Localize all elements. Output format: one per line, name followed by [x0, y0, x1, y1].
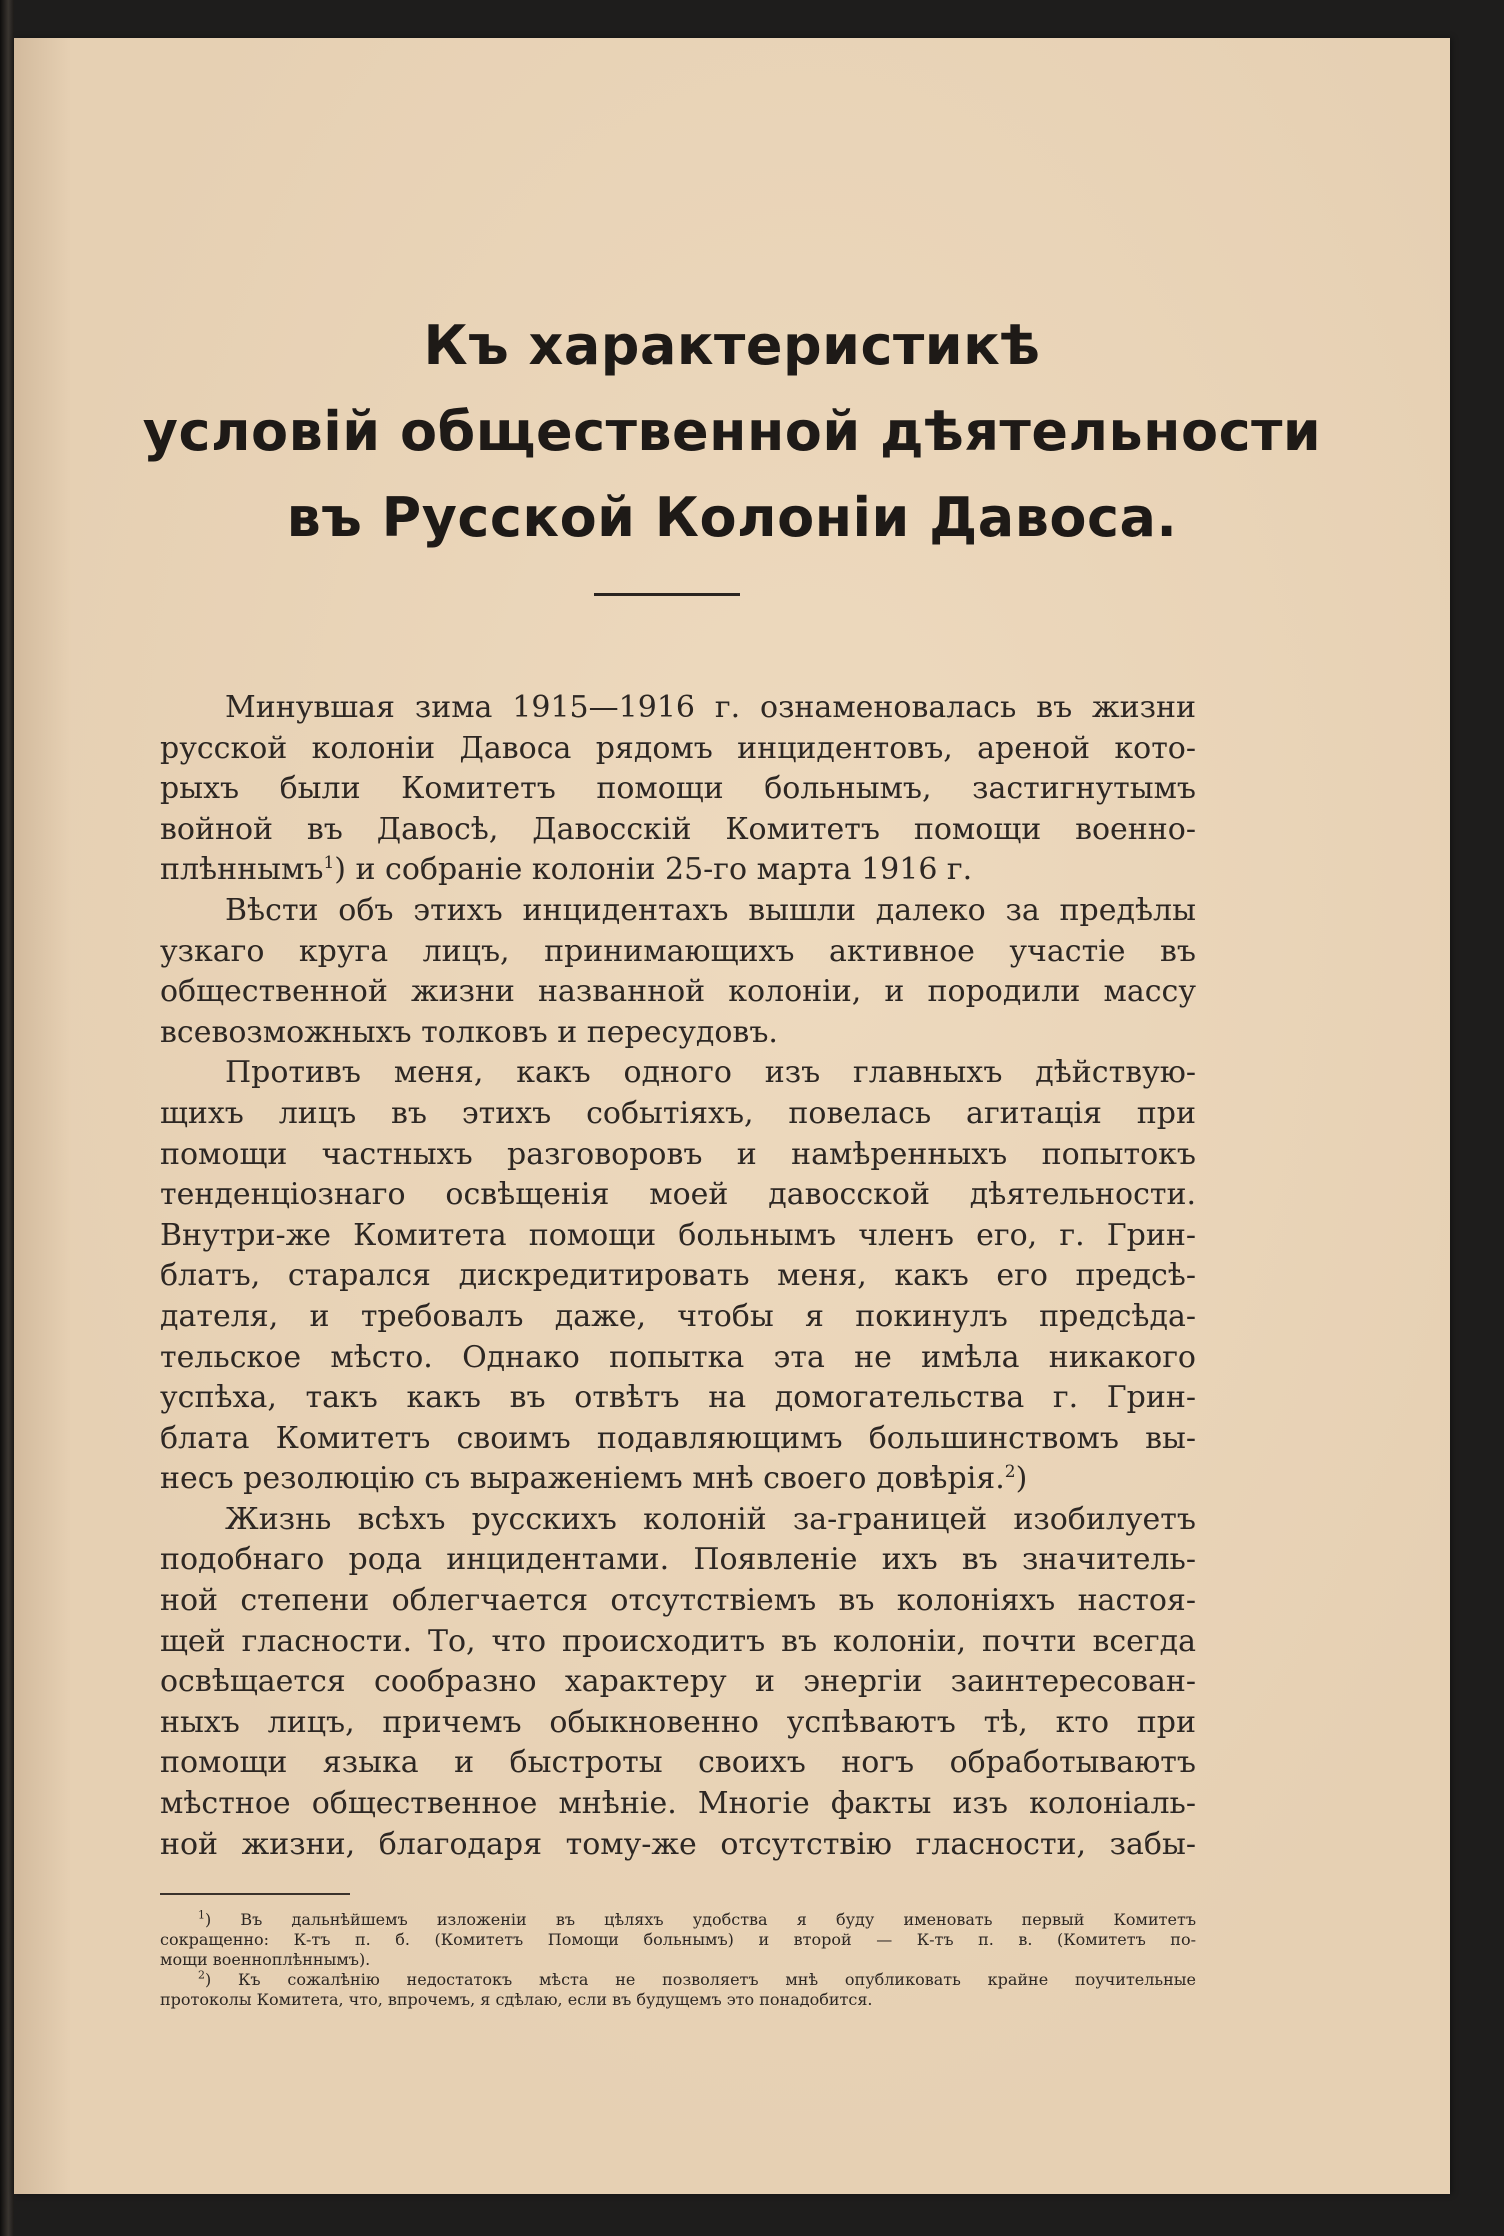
text-line [160, 1459, 1196, 1500]
footnote-line: сокращенно: К-тъ п. б. (Комитетъ Помощи больнымъ) и второй — К-тъ п. в. (Комитетъ по- [160, 1930, 1196, 1949]
footnote-divider [160, 1893, 350, 1895]
text-line: освѣщается сообразно характеру и энергіи заинтересован- [160, 1664, 1196, 1700]
footnote-ref-2: 2 [1004, 1462, 1016, 1483]
footnote-line: протоколы Комитета, что, впрочемъ, я сдѣлаю, если въ будущемъ это понадобится. [160, 1990, 873, 2009]
text-line: русской колоніи Давоса рядомъ инцидентовъ, ареной кото- [160, 730, 1196, 766]
title-divider [594, 593, 740, 596]
text-line: ной степени облегчается отсутствіемъ въ колоніяхъ настоя- [160, 1583, 1196, 1619]
text-line: Минувшая зима 1915—1916 г. ознаменовалась въ жизни [225, 690, 1196, 725]
text-line: тельское мѣсто. Однако попытка эта не имѣла никакого [160, 1339, 1196, 1375]
text-fragment: ) и собраніе колоніи 25-го марта 1916 г. [334, 852, 973, 888]
text-line: войной въ Давосѣ, Давосскій Комитетъ помощи военно- [160, 811, 1196, 847]
text-fragment: несъ резолюцію съ выраженіемъ мнѣ своего довѣрія. [160, 1461, 1005, 1497]
text-line: подобнаго рода инцидентами. Появленіе ихъ въ значитель- [160, 1542, 1196, 1578]
title-line-3: въ Русской Колоніи Давоса. [286, 486, 1178, 549]
footnote-line [160, 1970, 1196, 1990]
book-binding-edge [0, 0, 14, 2236]
footnote-number: 1 [198, 1908, 205, 1922]
text-fragment: плѣннымъ [160, 852, 324, 888]
text-fragment: ) [1015, 1461, 1028, 1497]
footnote-ref-1: 1 [323, 853, 335, 874]
text-fragment: ) Въ дальнѣйшемъ изложеніи въ цѣляхъ удобства я буду именовать первый Комитетъ [205, 1910, 1196, 1929]
text-line [160, 850, 1196, 891]
footnote-1 [160, 1910, 1196, 1970]
article-body [160, 688, 1196, 1865]
text-line: ныхъ лицъ, причемъ обыкновенно успѣваютъ тѣ, кто при [160, 1704, 1196, 1740]
title-line-2: условій общественной дѣятельности [142, 400, 1322, 463]
footnote-number: 2 [198, 1968, 205, 1982]
text-line: общественной жизни названной колоніи, и породили массу [160, 974, 1196, 1010]
paragraph-2 [160, 891, 1196, 1053]
footnotes [160, 1910, 1196, 2010]
book-page [14, 38, 1450, 2194]
text-line: щей гласности. То, что происходитъ въ колоніи, почти всегда [160, 1623, 1196, 1659]
text-line: Жизнь всѣхъ русскихъ колоній за-границей изобилуетъ [225, 1501, 1196, 1537]
text-line: всевозможныхъ толковъ и пересудовъ. [160, 1014, 778, 1050]
text-fragment: ) Къ сожалѣнію недостатокъ мѣста не позволяетъ мнѣ опубликовать крайне поучительные [205, 1970, 1196, 1989]
text-line: блатъ, старался дискредитировать меня, какъ его предсѣ- [160, 1258, 1196, 1294]
text-line: Противъ меня, какъ одного изъ главныхъ дѣйствую- [225, 1055, 1196, 1091]
footnote-2 [160, 1970, 1196, 2010]
text-line: ной жизни, благодаря тому-же отсутствію гласности, забы- [160, 1826, 1196, 1862]
text-line: мѣстное общественное мнѣніе. Многіе факты изъ колоніаль- [160, 1786, 1196, 1822]
text-line: успѣха, такъ какъ въ отвѣтъ на домогательства г. Грин- [160, 1380, 1196, 1416]
text-line: блата Комитетъ своимъ подавляющимъ большинствомъ вы- [160, 1420, 1196, 1456]
text-line: тенденціознаго освѣщенія моей давосской дѣятельности. [160, 1177, 1196, 1213]
paragraph-3 [160, 1053, 1196, 1500]
text-line: помощи языка и быстроты своихъ ногъ обработываютъ [160, 1745, 1196, 1781]
text-line: дателя, и требовалъ даже, чтобы я покинулъ предсѣда- [160, 1298, 1196, 1334]
text-line: щихъ лицъ въ этихъ событіяхъ, повелась агитація при [160, 1095, 1196, 1131]
paragraph-4 [160, 1500, 1196, 1865]
text-line: Внутри-же Комитета помощи больнымъ членъ его, г. Грин- [160, 1217, 1196, 1253]
footnote-line: мощи военноплѣннымъ). [160, 1950, 371, 1969]
text-line: Вѣсти объ этихъ инцидентахъ вышли далеко за предѣлы [225, 892, 1196, 928]
text-line: узкаго круга лицъ, принимающихъ активное участіе въ [160, 933, 1196, 969]
title-line-1: Къ характеристикѣ [423, 314, 1041, 377]
footnote-line [160, 1910, 1196, 1930]
text-line: рыхъ были Комитетъ помощи больнымъ, застигнутымъ [160, 771, 1196, 807]
page-title [14, 303, 1450, 561]
text-line: помощи частныхъ разговоровъ и намѣренныхъ попытокъ [160, 1136, 1196, 1172]
paragraph-1 [160, 688, 1196, 891]
